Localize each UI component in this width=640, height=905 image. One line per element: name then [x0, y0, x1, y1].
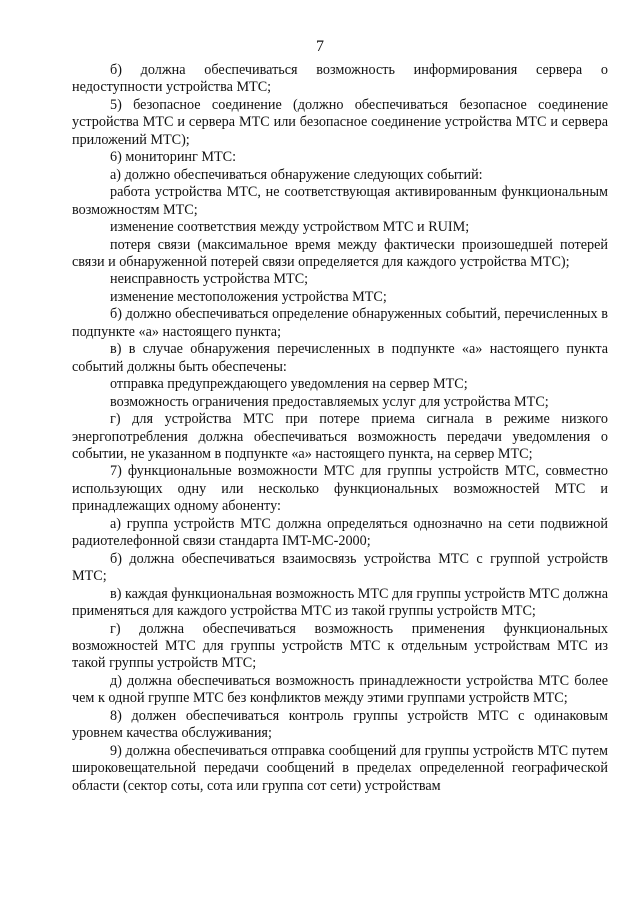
- paragraph: 5) безопасное соединение (должно обеспечиваться безопасное соединение устройства МТС и сервера МТС или безопасное соединение устройства МТС и сервера приложений МТС);: [72, 96, 608, 148]
- paragraph: отправка предупреждающего уведомления на сервер МТС;: [110, 376, 468, 393]
- paragraph: 7) функциональные возможности МТС для группы устройств МТС, совместно использующих одну или несколько функциональных возможностей МТС и принадлежащих одному абоненту:: [72, 463, 608, 515]
- paragraph: потеря связи (максимальное время между фактически произошедшей потерей связи и обнаруженной потерей связи определяется для каждого устройства МТС);: [72, 236, 608, 270]
- paragraph: б) должна обеспечиваться возможность информирования сервера о недоступности устройства МТС;: [72, 62, 608, 96]
- paragraph: д) должна обеспечиваться возможность принадлежности устройства МТС более чем к одной группе МТС без конфликтов между этими группами устройств МТС;: [72, 672, 608, 707]
- document-body: [72, 62, 608, 795]
- paragraph: изменение соответствия между устройством МТС и RUIM;: [110, 219, 470, 236]
- paragraph: неисправность устройства МТС;: [110, 271, 309, 288]
- paragraph: а) группа устройств МТС должна определяться однозначно на сети подвижной радиотелефонной связи стандарта IMT-MC-2000;: [72, 515, 608, 550]
- paragraph: возможность ограничения предоставляемых услуг для устройства МТС;: [110, 393, 549, 410]
- paragraph: в) каждая функциональная возможность МТС для группы устройств МТС должна применяться для каждого устройства МТС из такой группы устройств МТС;: [72, 585, 608, 620]
- paragraph: г) для устройства МТС при потере приема сигнала в режиме низкого энергопотребления должна обеспечиваться возможность передачи уведомления о событии, не указанном в подпункте «а» настоящего пункта, на сервер МТС;: [72, 411, 608, 462]
- page-number: 7: [316, 38, 324, 55]
- paragraph: а) должно обеспечиваться обнаружение следующих событий:: [110, 166, 483, 183]
- paragraph: работа устройства МТС, не соответствующая активированным функциональным возможностям МТС;: [72, 184, 608, 218]
- paragraph: изменение местоположения устройства МТС;: [110, 288, 387, 305]
- paragraph: 9) должна обеспечиваться отправка сообщений для группы устройств МТС путем широковещательной передачи сообщений в пределах определенной географической области (сектор соты, сота или группа сот сети) устройствам: [72, 742, 608, 794]
- paragraph: б) должно обеспечиваться определение обнаруженных событий, перечисленных в подпункте «а» настоящего пункта;: [72, 306, 608, 340]
- paragraph: г) должна обеспечиваться возможность применения функциональных возможностей МТС для группы устройств МТС к отдельным устройствам МТС из такой группы устройств МТС;: [72, 620, 608, 672]
- paragraph: 8) должен обеспечиваться контроль группы устройств МТС с одинаковым уровнем качества обслуживания;: [72, 707, 608, 742]
- paragraph: в) в случае обнаружения перечисленных в подпункте «а» настоящего пункта событий должны быть обеспечены:: [72, 341, 608, 375]
- paragraph: 6) мониторинг МТС:: [110, 149, 237, 166]
- paragraph: б) должна обеспечиваться взаимосвязь устройства МТС с группой устройств МТС;: [72, 550, 608, 585]
